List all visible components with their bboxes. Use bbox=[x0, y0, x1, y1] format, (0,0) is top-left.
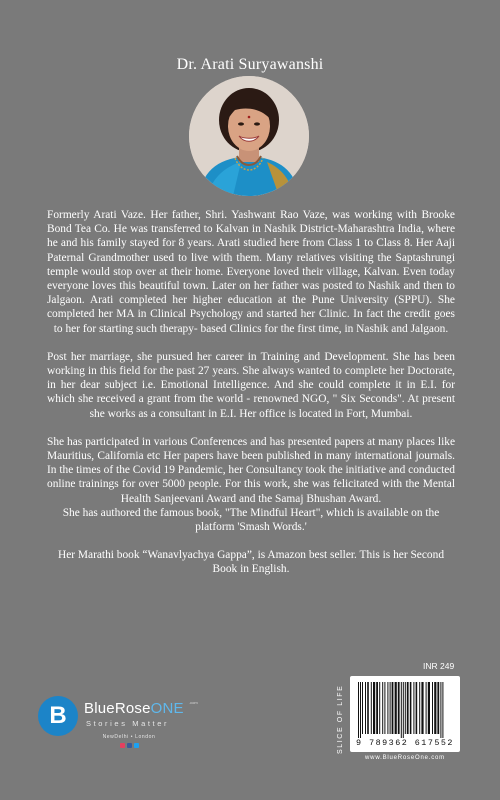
barcode-bar bbox=[401, 682, 402, 738]
barcode-bar bbox=[419, 682, 420, 734]
facebook-icon bbox=[127, 743, 132, 748]
author-name: Dr. Arati Suryawanshi bbox=[176, 56, 324, 73]
isbn-barcode bbox=[350, 676, 460, 752]
barcode-bar bbox=[365, 682, 366, 734]
barcode-bar bbox=[387, 682, 388, 734]
barcode-bar bbox=[382, 682, 383, 734]
barcode-bar bbox=[358, 682, 359, 738]
barcode-bar bbox=[390, 682, 391, 734]
barcode-bar bbox=[410, 682, 412, 734]
barcode-bar bbox=[442, 682, 443, 738]
barcode-bar bbox=[384, 682, 385, 734]
bio-paragraph: She has authored the famous book, "The Mindful Heart", which is available on the platform 'Smash Words.' bbox=[62, 506, 440, 534]
logo-mark: B bbox=[38, 696, 78, 736]
barcode-bar bbox=[413, 682, 414, 734]
publisher-cities: NewDelhi • London bbox=[102, 734, 156, 740]
barcode-bar bbox=[416, 682, 418, 734]
barcode-bar bbox=[407, 682, 409, 734]
barcode-bar bbox=[440, 682, 441, 738]
barcode-bar bbox=[373, 682, 375, 734]
publisher-brand bbox=[84, 700, 184, 717]
barcode-bar bbox=[367, 682, 369, 734]
book-price: INR 249 bbox=[423, 661, 455, 671]
barcode-bar bbox=[362, 682, 363, 734]
twitter-icon bbox=[134, 743, 139, 748]
brand-main: BlueRose bbox=[84, 700, 151, 717]
author-portrait bbox=[189, 76, 309, 196]
social-icons bbox=[120, 743, 139, 749]
bio-paragraph: Her Marathi book “Wanavlyachya Gappa”, is Amazon best seller. This is her Second Book in English. bbox=[57, 549, 445, 576]
barcode-bars bbox=[350, 676, 460, 738]
publisher-logo bbox=[38, 696, 218, 752]
author-biography bbox=[47, 208, 455, 591]
barcode-bar bbox=[434, 682, 436, 734]
barcode-bar bbox=[379, 682, 380, 734]
barcode-bar bbox=[432, 682, 433, 734]
book-genre: SLICE OF LIFE bbox=[337, 684, 344, 755]
publisher-tagline: Stories Matter bbox=[86, 719, 170, 728]
publisher-website: www.BlueRoseOne.com bbox=[365, 755, 445, 761]
portrait-illustration bbox=[189, 76, 309, 196]
bio-paragraph: Post her marriage, she pursued her career in Training and Development. She has been working in this field for the past 27 years. She always wanted to complete her Doctorate, in her dear subject i.e. Emotional Intelligence. And she could complete it in E.I. for which she received a grant from the world - renowned NGO, " Six Seconds". At present she works as a consultant in E.I. Her office is located in Fort, Mumbai. bbox=[47, 350, 455, 420]
barcode-bar bbox=[392, 682, 394, 734]
barcode-bar bbox=[371, 682, 372, 734]
bio-paragraph: Formerly Arati Vaze. Her father, Shri. Yashwant Rao Vaze, was working with Brooke Bond Tea Co. He was transferred to Kalvan in Nashik District-Maharashtra India, where he and his family stayed for 8 years. Arati studied here from Class 1 to Class 8. Her Aaji Paternal Grandmother used to live with them. Many relatives visiting the Saptashrungi temple would stop over at their home. Everyone loved their village, Kalvan. Even today everyone loves this beautiful town. Later on her father was posted to Nashik and then to Jalgaon. Arati completed her higher education at the Pune University (SPPU). She completed her MA in Clinical Psychology and started her Clinic. In fact the credit goes to her for starting such therapy- based Clinics for the first time, in Nashik and Jalgaon. bbox=[47, 209, 455, 335]
barcode-bar bbox=[426, 682, 427, 734]
barcode-bar bbox=[405, 682, 406, 734]
barcode-bar bbox=[437, 682, 439, 734]
brand-accent: ONE bbox=[150, 700, 184, 717]
instagram-icon bbox=[120, 743, 125, 748]
barcode-bar bbox=[428, 682, 430, 734]
barcode-bar bbox=[395, 682, 397, 734]
barcode-bar bbox=[403, 682, 404, 738]
barcode-bar bbox=[360, 682, 361, 738]
bio-paragraph: She has participated in various Conferences and has presented papers at many places like Mauritius, California etc Her papers have been published in many international journals. In the times of the Covid 19 Pandemic, her Consultancy took the initiative and conducted online trainings for over 5000 people. For this work, she was felicitated with the Mental Health Sanjeevani Award and the Samaj Bhushan Award. bbox=[47, 435, 455, 505]
barcode-bar bbox=[421, 682, 423, 734]
barcode-bar bbox=[398, 682, 400, 734]
brand-suffix: .com bbox=[189, 700, 198, 705]
barcode-bar bbox=[376, 682, 378, 734]
isbn-number: 9 789362 617552 bbox=[356, 738, 454, 748]
